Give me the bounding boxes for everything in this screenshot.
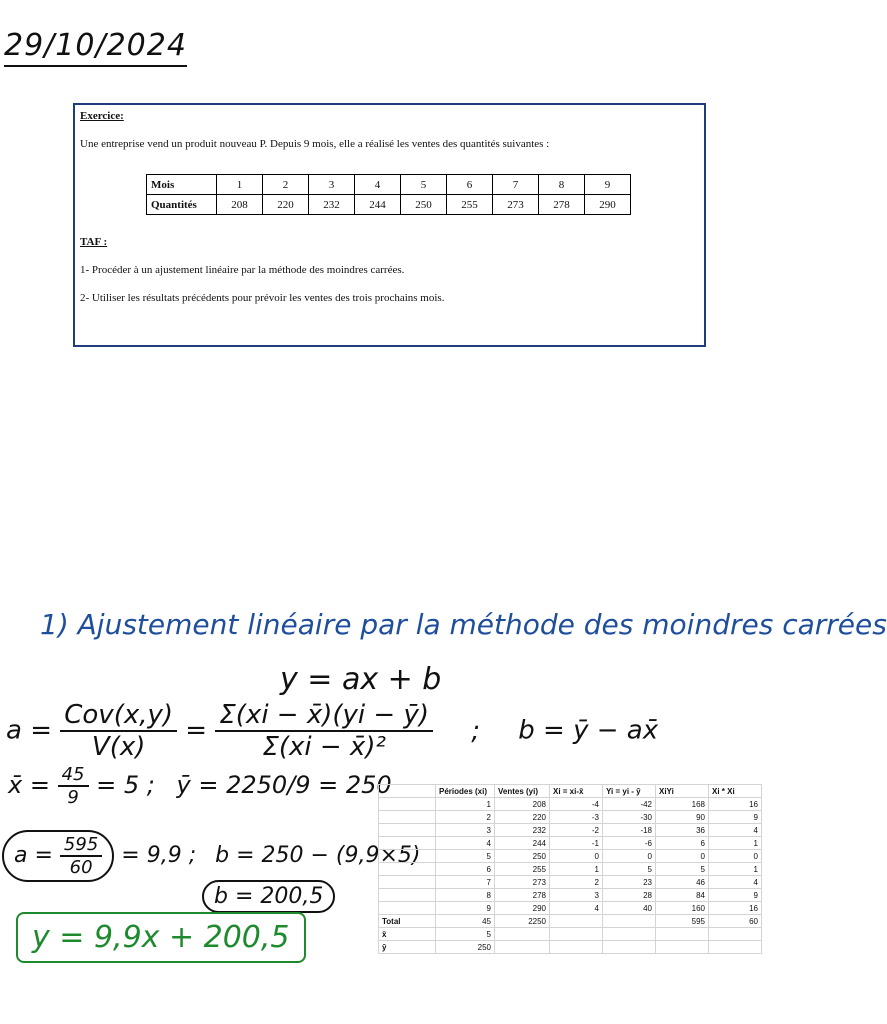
months-row (147, 175, 631, 195)
row-label-cell (379, 837, 436, 850)
header-cell: Ventes (yi) (495, 785, 550, 798)
table-cell: 23 (603, 876, 656, 889)
table-cell: 0 (550, 850, 603, 863)
table-cell: 5 (603, 863, 656, 876)
table-cell: -30 (603, 811, 656, 824)
table-cell: -4 (550, 798, 603, 811)
table-cell: 1 (550, 863, 603, 876)
table-cell: 36 (656, 824, 709, 837)
table-cell: 5 (436, 850, 495, 863)
table-cell: 16 (709, 798, 762, 811)
table-cell: 208 (495, 798, 550, 811)
table-cell: 0 (656, 850, 709, 863)
month-cell: 5 (401, 175, 447, 195)
table-cell: 2250 (495, 915, 550, 928)
sum-denominator: Σ(xi − x̄)² (262, 732, 386, 762)
table-cell: 1 (436, 798, 495, 811)
header-cell: Xi * Xi (709, 785, 762, 798)
table-cell: 255 (495, 863, 550, 876)
var-denominator: V(x) (91, 732, 146, 762)
table-cell: 90 (656, 811, 709, 824)
table-cell: 5 (656, 863, 709, 876)
exercise-title: Exercice: (80, 110, 124, 122)
table-cell: 0 (603, 850, 656, 863)
row-label-cell (379, 876, 436, 889)
table-cell: 1 (709, 837, 762, 850)
quantity-cell: 278 (539, 195, 585, 215)
table-cell (495, 941, 550, 954)
table-row (379, 876, 762, 889)
table-cell: 46 (656, 876, 709, 889)
xbar-label: x̄ = (8, 771, 50, 799)
table-cell: 7 (436, 876, 495, 889)
a-label: a = (6, 715, 52, 746)
table-cell: 0 (709, 850, 762, 863)
table-cell: 232 (495, 824, 550, 837)
model-formula: y = ax + b (280, 662, 442, 697)
row-label-cell (379, 811, 436, 824)
row-label-cell (379, 824, 436, 837)
row-label-cell (379, 798, 436, 811)
month-cell: 2 (263, 175, 309, 195)
table-cell: 290 (495, 902, 550, 915)
a-value-line (2, 830, 421, 882)
spreadsheet-table (378, 784, 762, 954)
header-cell: XiYi (656, 785, 709, 798)
table-row (379, 837, 762, 850)
quantity-cell: 220 (263, 195, 309, 215)
table-cell: 244 (495, 837, 550, 850)
table-cell (603, 941, 656, 954)
a-value-numerator: 595 (60, 834, 102, 857)
exercise-intro: Une entreprise vend un produit nouveau P. Depuis 9 mois, elle a réalisé les ventes des quantités suivantes : (80, 138, 550, 150)
table-cell: 4 (550, 902, 603, 915)
header-cell (379, 785, 436, 798)
table-cell: 273 (495, 876, 550, 889)
table-cell: 16 (709, 902, 762, 915)
table-cell: -6 (603, 837, 656, 850)
quantity-cell: 232 (309, 195, 355, 215)
b-value (202, 880, 335, 913)
table-cell (550, 941, 603, 954)
a-value-result: = 9,9 ; (121, 843, 197, 868)
table-cell: 3 (436, 824, 495, 837)
month-cell: 1 (217, 175, 263, 195)
table-cell: 45 (436, 915, 495, 928)
ybar-computation: ȳ = 2250/9 = 250 (176, 771, 392, 799)
table-row (379, 824, 762, 837)
quantities-row (147, 195, 631, 215)
row-label-cell (379, 863, 436, 876)
question-1: 1- Procéder à un ajustement linéaire par la méthode des moindres carrées. (80, 264, 405, 276)
xbar-result: = 5 ; (96, 771, 155, 799)
months-label: Mois (147, 175, 217, 195)
quantity-cell: 273 (493, 195, 539, 215)
table-cell: 4 (709, 876, 762, 889)
row-label-cell (379, 902, 436, 915)
table-cell: 2 (550, 876, 603, 889)
a-value-denominator: 60 (69, 857, 93, 878)
table-row (379, 902, 762, 915)
quantity-cell: 244 (355, 195, 401, 215)
quantity-cell: 255 (447, 195, 493, 215)
quantity-cell: 290 (585, 195, 631, 215)
exercise-box (73, 103, 706, 347)
table-row (379, 811, 762, 824)
table-cell: 250 (436, 941, 495, 954)
table-cell (550, 915, 603, 928)
table-cell: 6 (656, 837, 709, 850)
a-definition (6, 700, 658, 762)
table-row (379, 915, 762, 928)
table-cell: 168 (656, 798, 709, 811)
table-row (379, 798, 762, 811)
b-value-oval: b = 200,5 (202, 880, 335, 913)
table-cell: 9 (436, 902, 495, 915)
xbar-numerator: 45 (58, 764, 89, 787)
table-cell (495, 928, 550, 941)
month-cell: 6 (447, 175, 493, 195)
table-cell: 3 (550, 889, 603, 902)
cov-over-var-fraction (60, 700, 177, 762)
table-cell: -18 (603, 824, 656, 837)
a-value-oval (2, 830, 114, 882)
table-cell: 250 (495, 850, 550, 863)
row-label-cell: x̄ (379, 928, 436, 941)
question-2: 2- Utiliser les résultats précédents pour prévoir les ventes des trois prochains mois. (80, 292, 445, 304)
sum-fraction (215, 700, 433, 762)
table-row (379, 941, 762, 954)
means-line (8, 764, 392, 808)
month-cell: 8 (539, 175, 585, 195)
quantity-cell: 250 (401, 195, 447, 215)
header-cell: Yi = yi - ȳ (603, 785, 656, 798)
table-cell: 60 (709, 915, 762, 928)
quantities-label: Quantités (147, 195, 217, 215)
b-definition: b = ȳ − ax̄ (518, 715, 659, 746)
a-value-label: a = (14, 843, 53, 868)
spreadsheet-header-row (379, 785, 762, 798)
table-row (379, 889, 762, 902)
table-cell: -2 (550, 824, 603, 837)
table-cell: -3 (550, 811, 603, 824)
solution-heading: 1) Ajustement linéaire par la méthode des moindres carrées (40, 608, 887, 641)
header-cell: Périodes (xi) (436, 785, 495, 798)
quantity-cell: 208 (217, 195, 263, 215)
table-cell: 40 (603, 902, 656, 915)
xbar-denominator: 9 (67, 787, 79, 808)
table-cell: 28 (603, 889, 656, 902)
table-row (379, 863, 762, 876)
sum-numerator: Σ(xi − x̄)(yi − ȳ) (215, 700, 433, 732)
a-value-fraction (60, 834, 102, 878)
b-calculation: b = 250 − (9,9×5) (215, 843, 421, 868)
table-cell: 160 (656, 902, 709, 915)
table-cell: 4 (709, 824, 762, 837)
table-cell: 84 (656, 889, 709, 902)
table-cell: 278 (495, 889, 550, 902)
table-cell (656, 928, 709, 941)
table-row (379, 850, 762, 863)
month-cell: 9 (585, 175, 631, 195)
table-cell: 6 (436, 863, 495, 876)
table-cell: 9 (709, 811, 762, 824)
table-cell: 8 (436, 889, 495, 902)
table-cell (656, 941, 709, 954)
table-cell (550, 928, 603, 941)
table-cell (603, 915, 656, 928)
row-label-cell: ȳ (379, 941, 436, 954)
date-handwritten: 29/10/2024 (4, 28, 187, 67)
table-cell: 595 (656, 915, 709, 928)
separator: ; (471, 715, 481, 746)
table-row (379, 928, 762, 941)
xbar-fraction (58, 764, 89, 808)
table-cell (603, 928, 656, 941)
sales-table (146, 174, 631, 215)
table-cell: 1 (709, 863, 762, 876)
row-label-cell (379, 889, 436, 902)
table-cell: -1 (550, 837, 603, 850)
table-cell (709, 928, 762, 941)
row-label-cell (379, 850, 436, 863)
table-cell: 4 (436, 837, 495, 850)
month-cell: 3 (309, 175, 355, 195)
taf-heading: TAF : (80, 236, 108, 248)
header-cell: Xi = xi-x̄ (550, 785, 603, 798)
month-cell: 7 (493, 175, 539, 195)
equals-sign: = (185, 715, 208, 746)
month-cell: 4 (355, 175, 401, 195)
table-cell: 5 (436, 928, 495, 941)
table-cell: 220 (495, 811, 550, 824)
table-cell: 2 (436, 811, 495, 824)
table-cell (709, 941, 762, 954)
table-cell: -42 (603, 798, 656, 811)
cov-numerator: Cov(x,y) (60, 700, 177, 732)
row-label-cell: Total (379, 915, 436, 928)
final-equation: y = 9,9x + 200,5 (16, 912, 306, 963)
table-cell: 9 (709, 889, 762, 902)
